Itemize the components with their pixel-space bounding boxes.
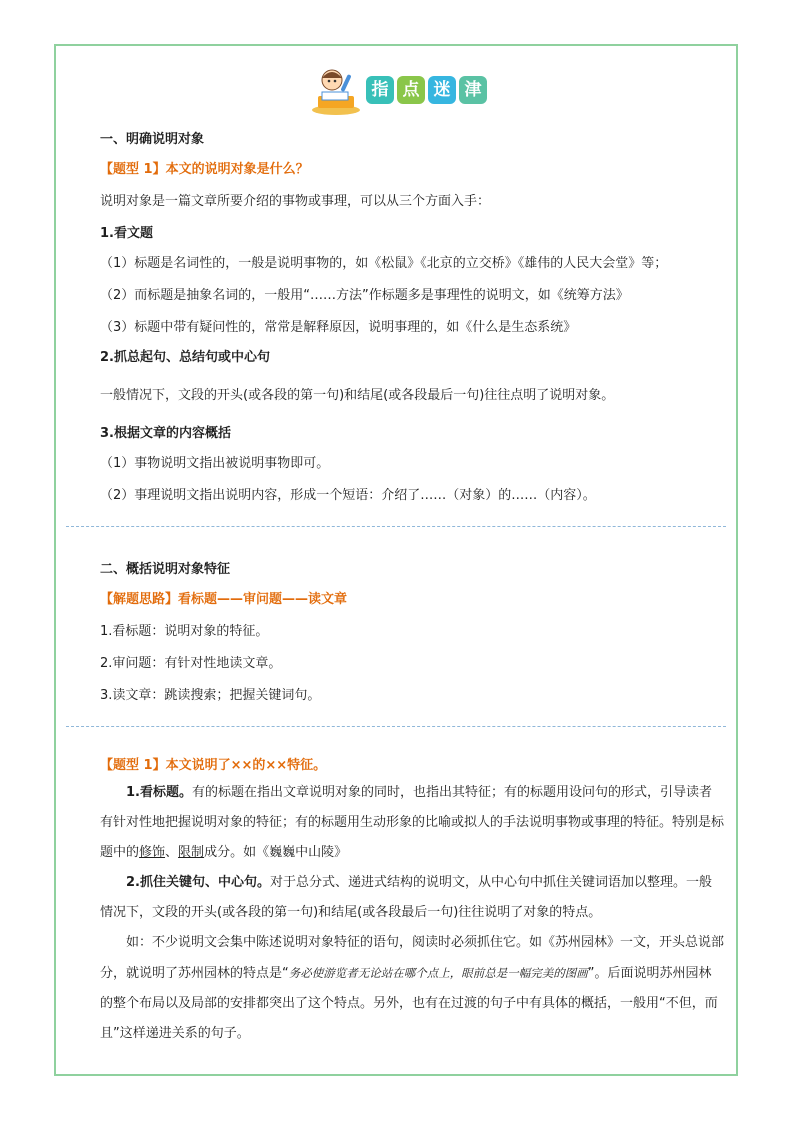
paragraph-text: 成分。如《巍巍中山陵》 [204, 845, 348, 860]
underlined-term: 限制 [178, 845, 205, 860]
section1-question: 【题型 1】本文的说明对象是什么？ [100, 162, 309, 177]
list-item: 1.看标题：说明对象的特征。 [100, 624, 269, 639]
student-reading-icon [308, 66, 364, 116]
section1-sub2: 2.抓总起句、总结句或中心句 [100, 350, 270, 365]
list-item: 2.审问题：有针对性地读文章。 [100, 656, 282, 671]
header-tile: 津 [459, 76, 487, 104]
section2-heading: 二、概括说明对象特征 [100, 562, 231, 577]
section1-intro: 说明对象是一篇文章所要介绍的事物或事理，可以从三个方面入手： [100, 194, 491, 209]
list-item: （2）而标题是抽象名词的，一般用“……方法”作标题多是事理性的说明文，如《统筹方法》 [100, 288, 629, 303]
header-tile: 点 [397, 76, 425, 104]
paragraph-lead: 2.抓住关键句、中心句。 [126, 875, 270, 890]
paragraph-text: 对于总分式、递进式结构的说明文，从中心句中抓住关键词语加以整理。一般情况下，文段的开头(或各段的第一句)和结尾(或各段最后一句)往往说明了对象的特点。 [100, 875, 712, 920]
paragraph-text: 如：不少说明文会集中陈述说明对象特征的语句，阅读时必须抓住它。如《苏州园林》一文，开头总说部分，就说明了苏州园林的特点是“ [100, 935, 725, 981]
section1-sub3: 3.根据文章的内容概括 [100, 426, 231, 441]
separator: 、 [165, 845, 179, 860]
section3-question: 【题型 1】本文说明了××的××特征。 [100, 758, 327, 773]
header-tile: 迷 [428, 76, 456, 104]
list-item: （2）事理说明文指出说明内容，形成一个短语：介绍了……（对象）的……（内容）。 [100, 488, 596, 503]
list-item: （3）标题中带有疑问性的，常常是解释原因，说明事理的，如《什么是生态系统》 [100, 320, 577, 335]
paragraph [100, 928, 724, 1049]
list-item: （1）标题是名词性的，一般是说明事物的，如《松鼠》《北京的立交桥》《雄伟的人民大会堂》等； [100, 256, 668, 271]
section2-approach: 【解题思路】看标题——审问题——读文章 [100, 592, 348, 607]
list-item: 3.读文章：跳读搜索；把握关键词句。 [100, 688, 321, 703]
section-header [308, 66, 498, 116]
divider [66, 726, 726, 727]
paragraph-lead: 1.看标题。 [126, 785, 192, 800]
section3-body [100, 778, 724, 1049]
paragraph-text: ”。后面说明苏州园林的整个布局以及局部的安排都突出了这个特点。另外，也有在过渡的句子中有具体的概括，一般用“不但，而且”这样递进关系的句子。 [100, 966, 718, 1041]
underlined-term: 修饰 [139, 845, 166, 860]
list-item: （1）事物说明文指出被说明事物即可。 [100, 456, 330, 471]
paragraph [100, 868, 724, 928]
paragraph-text: 有的标题在指出文章说明对象的同时，也指出其特征；有的标题用设问句的形式，引导读者有针对性地把握说明对象的特征；有的标题用生动形象的比喻或拟人的手法说明事物或事理的特征。特别是标题中的 [100, 785, 725, 860]
paragraph [100, 778, 724, 868]
divider [66, 526, 726, 527]
header-tile: 指 [366, 76, 394, 104]
section1-sub1: 1.看文题 [100, 226, 153, 241]
quoted-text: 务必使游览者无论站在哪个点上，眼前总是一幅完美的图画 [288, 966, 588, 980]
section1-sub2-text: 一般情况下，文段的开头(或各段的第一句)和结尾(或各段最后一句)往往点明了说明对象。 [100, 388, 615, 403]
section1-heading: 一、明确说明对象 [100, 132, 205, 147]
